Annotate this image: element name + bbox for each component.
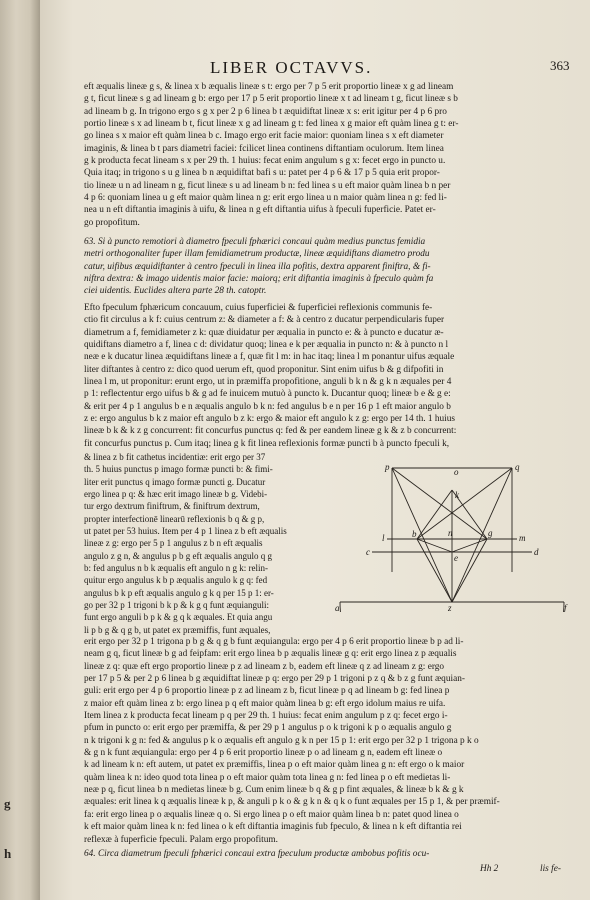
label-z: z — [448, 603, 452, 612]
text-line: b: fed angulus n b k æqualis eft angulo n g k: relin- — [84, 563, 268, 574]
text-line: per 17 p 5 & per 2 p 6 linea b g æquidiftat lineæ p q: ergo per 29 p 1 trigoni p z q & b z g funt æquian- — [84, 674, 465, 685]
text-line: go propofitum. — [84, 217, 140, 228]
text-line: pfum in puncto o: erit ergo per præmiffa, & per 29 p 1 angulus p o k trigoni k p o æqualis angulo g — [84, 723, 452, 734]
text-line: fa: erit ergo linea p o æqualis lineæ q o. Si ergo linea p o eft maior quàm linea b n: patet quod linea o — [84, 809, 459, 820]
text-line: lineæ z q: quæ eft ergo proportio lineæ p z ad lineam z b, eadem eft lineæ q z ad lineam z g: ergo — [84, 661, 445, 672]
text-line: g k producta fecat lineam s x per 29 th. 1 huius: fecat enim angulum s g x: fecet ergo in puncto u. — [84, 156, 446, 167]
signature-mark: Hh 2 — [480, 864, 499, 874]
text-line: tur ergo dextrum finiftrum, & finiftrum dextrum, — [84, 501, 260, 512]
label-o: o — [454, 467, 459, 477]
text-line: ergo linea p q: & hæc erit imago lineæ b g. Videbi- — [84, 489, 268, 500]
label-q: q — [515, 462, 520, 472]
label-n: n — [448, 528, 453, 538]
text-line: p 1: reflectentur ergo uifus b & g ad fe inuicem mutuò à puncto k. Ducantur quoq; lineæ b e & g e: — [84, 389, 451, 400]
text-line: ad lineam b g. In trigono ergo s g x per 2 p 6 linea b t æquidiftat lineæ x s: erit igitur per 4 p 6 pro — [84, 106, 447, 117]
text-line: g t, ficut lineæ s g ad lineam g b: ergo per 17 p 5 erit proportio lineæ x t ad lineam t g, ficut lineæ s b — [84, 94, 458, 105]
margin-glyph-h: h — [4, 846, 12, 861]
page-number: 363 — [550, 58, 570, 73]
line-bz — [417, 539, 452, 602]
book-page — [40, 0, 590, 900]
label-l: l — [382, 533, 385, 543]
text-line: imaginis, & linea b t pars diametri faciei: fcilicet linea continens diftantiam oculorum. Item linea — [84, 143, 444, 154]
page-header — [40, 58, 590, 78]
text-line: neæ p q, ficut linea b n medietas lineæ b g. Cum enim lineæ b q & g p fint æquales, & lineæ b k & g k — [84, 785, 464, 796]
line-qz — [452, 468, 512, 602]
proposition-line: ciei uidentis. Euclides altera parte 28 th. catoptr. — [84, 286, 267, 297]
text-line: th. 5 huius punctus p imago formæ puncti b: & fimi- — [84, 464, 273, 475]
text-line: liter erit punctus q imago formæ puncti g. Ducatur — [84, 476, 266, 487]
text-line: go linea s x maior eft quàm linea b c. Imago ergo erit facie maior: quoniam linea s x eft diameter — [84, 131, 444, 142]
text-line: quitur ergo angulus k b p æqualis angulo k g q: fed — [84, 575, 268, 586]
catchword: lis fe- — [540, 864, 561, 874]
proposition-line: niftra dextra: & imago uidentis maior facie: maiorq; erit diftantia imaginis à fpeculo quàm fa — [84, 274, 434, 285]
book-gutter — [0, 0, 40, 900]
label-e: e — [454, 553, 458, 563]
text-line: z e: ergo angulus b k z maior eft angulo b z k: ergo & maior eft angulo k z g: ergo per 14 th. 1 huius — [84, 414, 456, 425]
text-line: Efto fpeculum fphæricum concauum, cuius fuperficiei & fuperficiei reflexionis communis fe- — [84, 303, 433, 313]
label-p: p — [385, 462, 390, 472]
text-line: quàm linea k n: ideo quod tota linea p o eft maior quàm tota linea g n: fed linea p o eft medietas li- — [84, 772, 451, 783]
proposition-64 — [84, 848, 572, 860]
proposition-line: 63. Si à puncto remotiori à diametro fpeculi fphærici concaui quàm medius punctus femidia — [84, 237, 426, 247]
text-line: linea l m, ut proponitur: erunt ergo, ut in præmiffa propofitione, anguli b k n & g k n æquales per 4 — [84, 377, 452, 388]
text-line: nea u n eft diftantia imaginis à uifu, & linea n g eft diftantia uifus à fpeculi fuperficie. Patet er- — [84, 205, 436, 216]
proposition-line: metri orthogonaliter fuper illam femidiametrum productæ, lineæ æquidiftans diametro produ — [84, 249, 430, 260]
label-a: a — [335, 603, 340, 612]
text-line: diametrum a f, femidiameter z k: quæ diuidatur per æqualia in puncto e: & à puncto e ducatur æ- — [84, 327, 444, 338]
label-c: c — [366, 547, 370, 557]
line-bk — [417, 490, 452, 539]
text-line: ctio fit circulus a k f: cuius centrum z: & diameter a f: & à centro z ducatur perpendicularis fuper — [84, 315, 445, 326]
text-line: Quia itaq; in trigono s u g linea b n æquidiftat bafi s u: patet per 4 p 6 & 17 p 5 quia erit propor- — [84, 168, 440, 179]
text-line: & linea z b fit cathetus incidentiæ: erit ergo per 37 — [84, 452, 266, 462]
line-be — [417, 539, 452, 552]
text-line: k eft maior quàm linea k n: fed linea o k eft diftantia imaginis fub fpeculo, & linea n k eft diftantia rei — [84, 822, 462, 833]
text-line: angulus b k p eft æqualis angulo g k q per 15 p 1: er- — [84, 587, 274, 598]
text-line: eft æqualis lineæ g s, & linea x b æqualis lineæ s t: ergo per 7 p 5 erit proportio lineæ x g ad lineam — [84, 82, 454, 92]
text-line: fit concurfus punctus p. Cum itaq; linea g k fit linea reflexionis formæ puncti b à puncto fpeculi k, — [84, 438, 450, 449]
margin-glyph-g: g — [4, 796, 11, 811]
text-line: Item linea z k producta fecat lineam p q per 29 th. 1 huius: fecat enim angulum p z q: fecet ergo i- — [84, 711, 448, 722]
proposition-63 — [84, 236, 572, 298]
text-line: reflexæ à fuperficie fpeculi. Palam ergo propofitum. — [84, 834, 278, 845]
paragraph-continued — [84, 636, 572, 846]
text-line: & g n k funt æquiangula: ergo per 4 p 6 erit proportio lineæ p o ad lineam g n, eadem eft lineæ o — [84, 748, 443, 759]
line-ge — [452, 539, 487, 552]
text-line: go per 32 p 1 trigoni b k p & k g q funt æquianguli: — [84, 600, 269, 611]
line-pz — [392, 468, 452, 602]
text-line: neam g q, ficut lineæ b g ad feipfam: erit ergo linea b p æqualis lineæ g q: erit ergo linea z p æqualis — [84, 649, 457, 660]
label-k: k — [455, 490, 459, 500]
paragraph-1 — [84, 81, 572, 229]
ray-pg — [392, 468, 487, 539]
label-f: f — [564, 603, 567, 612]
text-line: k ad lineam k n: eft autem, ut patet ex præmiffis, linea p o eft maior quàm linea g n: eft ergo o k maior — [84, 760, 465, 771]
text-line: funt ergo anguli b p k & g q k æquales. Et quia angu — [84, 612, 273, 623]
text-line: 4 p 6: quoniam linea u g eft maior quàm linea n g: erit ergo linea u n maior quàm linea n g: fed li- — [84, 193, 447, 204]
text-line: tio lineæ u n ad lineam n g, ficut lineæ s u ad lineam b n: fed linea s u eft maior quàm linea b n per — [84, 180, 451, 191]
text-line: propter interfectionē linearū reflexionis b q & g p, — [84, 513, 265, 524]
geometry-diagram — [332, 462, 572, 612]
label-m: m — [519, 533, 526, 543]
text-line: quidiftans diametro a f, linea c d: dividatur quoq; linea e k per æqualia in puncto n: & à puncto n l — [84, 340, 449, 351]
text-line: & erit per 4 p 1 angulus b e n æqualis angulo b k n: fed angulus b e n per 16 p 1 eft maior angulo b — [84, 401, 451, 412]
text-line: n k trigoni k g n: fed & angulus p k o æqualis eft angulo g k n per 15 p 1: erit ergo per 32 p 1 trigona p k o — [84, 735, 479, 746]
running-head: LIBER OCTAVVS. — [210, 58, 373, 77]
paragraph-proof — [84, 302, 572, 450]
label-g: g — [488, 528, 493, 538]
text-line: lineæ z g: ergo per 5 p 1 angulus z b n eft æqualis — [84, 538, 263, 549]
text-line: portio lineæ s x ad lineam b t, ficut lineæ x g ad lineam g t: fed linea x g maior eft quàm linea g t: er- — [84, 119, 459, 130]
proposition-line: catur, uifibus æquidiftanter à centro fpeculi in linea illa pofitis, dextra apparent finiftra, & fi- — [84, 261, 431, 272]
line-gz — [452, 539, 487, 602]
text-line: lineæ b k & k z g concurrent: fit concurfus punctus q: fed & per eandem lineæ g k & z b concurrent: — [84, 426, 457, 437]
text-line: ut patet per 53 huius. Item per 4 p 1 linea z b eft æqualis — [84, 526, 287, 537]
text-line: z maior eft quàm linea z b: ergo linea p q eft maior quàm linea b g: eft ergo idolum maius re uifa. — [84, 698, 446, 709]
mirror-arc — [340, 602, 564, 612]
text-line: li p b g & q g b, ut patet ex præmiffis, funt æquales, — [84, 624, 271, 635]
text-line: angulo z g n, & angulus p b g eft æqualis angulo q g — [84, 550, 272, 561]
text-line: erit ergo per 32 p 1 trigona p b g & q g b funt æquiangula: ergo per 4 p 6 erit proportio lineæ b p ad li- — [84, 637, 464, 647]
label-b: b — [412, 529, 417, 539]
text-line: neæ e k ducatur linea æquidiftans lineæ a f, quæ fit l m: in hac itaq; linea l m ponantur uifus æquale — [84, 352, 455, 363]
proposition-line: 64. Circa diametrum fpeculi fphærici concaui extra fpeculum productæ ambobus pofitis ocu- — [84, 849, 430, 859]
paragraph-narrow — [84, 451, 339, 636]
text-line: æquales: erit linea k q æqualis lineæ k p, & anguli p k o & g k n & q k o funt æquales per 15 p 1, & per præmif- — [84, 797, 500, 808]
text-line: liter diftantes à centro z: dico quod uerum eft, quod proponitur. Sint enim uifus b & g difpofiti in — [84, 364, 444, 375]
text-line: guli: erit ergo per 4 p 6 proportio lineæ p z ad lineam z b, ficut lineæ p q ad lineam b g: fed linea p — [84, 686, 450, 697]
ray-qb — [417, 468, 512, 539]
label-d: d — [534, 547, 539, 557]
